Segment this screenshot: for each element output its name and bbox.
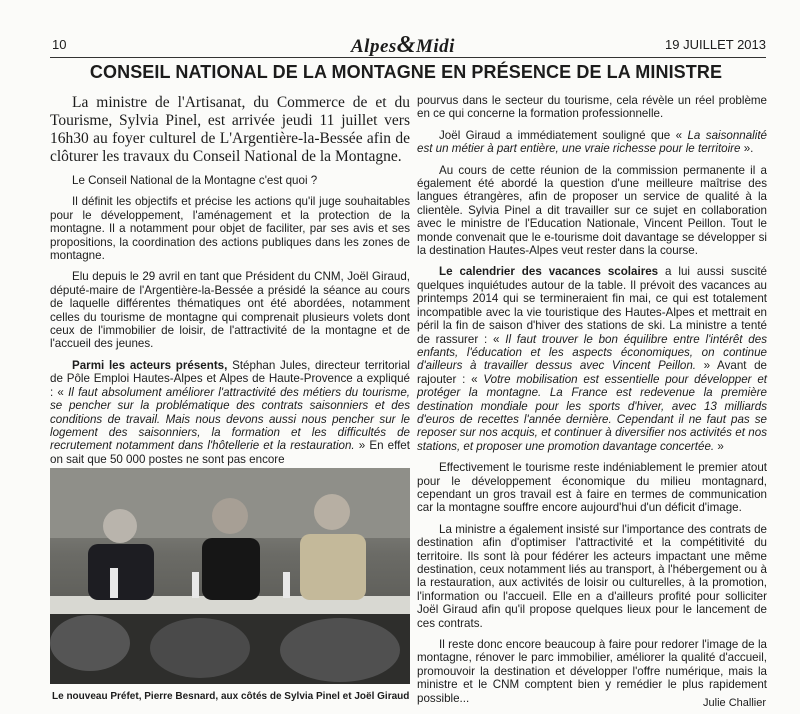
issue-date: 19 JUILLET 2013 — [665, 37, 766, 52]
author-signature: Julie Challier — [703, 697, 766, 709]
newspaper-logo: Alpes&Midi — [351, 32, 455, 58]
page-header — [46, 34, 766, 58]
right-column — [417, 94, 767, 705]
paragraph-calendar: Le calendrier des vacances scolaires a lui aussi suscité quelques inquiétudes autour de la table. Il prévoit des vacances au printemps 2014 qui se termineraient fin mai, ce qui est totalement incompatible avec la vie touristique des Hautes-Alpes et mettrait en péril la fin de saison d'hiver des stations de ski. La ministre a tenté de rassurer : « Il faut trouver le bon équilibre entre l'intérêt des enfants, l'éducation et les aspects économiques, on continue d'ailleurs à travailler dessus avec Vincent Peillon. » Avant de rajouter : « Votre mobilisation est essentielle pour développer et protéger la montagne. La France est redevenue la première destination mondiale pour les sports d'hiver, avec 13 milliards d'euros de recettes l'année dernière. Cependant il ne faut pas se reposer sur nos acquis, et continuer à diversifier nos activités et nos stations, et proposer une promotion davantage concertée. » — [417, 265, 768, 453]
paragraph-giraud: Elu depuis le 29 avril en tant que Président du CNM, Joël Giraud, député-maire de l'Argentière-la-Bessée a présidé la séance au cours de laquelle différentes thématiques ont été abordées, notamment celles du tourisme de montagne qui comprenait plusieurs volets dont ceux de l'immobilier de loisir, de l'attractivité de la montagne et de l'accueil des jeunes. — [50, 270, 410, 351]
paragraph-cnm-role: Il définit les objectifs et précise les actions qu'il juge souhaitables pour le développement, l'aménagement et la protection de la montagne. Il a notamment pour objet de faciliter, par ses avis et ses propositions, la coordination des actions publiques dans les zones de montagne. — [50, 195, 410, 263]
paragraph-seasonality: Joël Giraud a immédiatement souligné que « La saisonnalité est un métier à part entière, une vraie richesse pour le territoire ». — [417, 128, 767, 156]
paragraph-tourism: Effectivement le tourisme reste indéniablement le premier atout pour le développement économique du milieu montagnard, cependant un gros travail est à faire en termes de communication car la montagne souffre encore aujourd'hui d'un déficit d'image. — [417, 461, 767, 515]
page-number: 10 — [52, 37, 67, 52]
article-headline: CONSEIL NATIONAL DE LA MONTAGNE EN PRÉSENCE DE LA MINISTRE — [89, 62, 723, 82]
paragraph-actors: Parmi les acteurs présents, Stéphan Jules, directeur territorial de Pôle Emploi Hautes-Alpes et Alpes de Haute-Provence a expliqué : « Il faut absolument améliorer l'attractivité des métiers du tourisme, se pencher sur la problématique des contrats saisonniers et des conditions de travail. Mais nous devons aussi nous pencher sur le logement des saisonniers, la formation et les difficultés de recrutement notamment dans l'hôtellerie et la restauration. » En effet on sait que 50 000 postes ne sont pas encore — [50, 358, 410, 466]
left-column — [50, 94, 410, 466]
paragraph-contracts: La ministre a également insisté sur l'importance des contrats de destination afin d'optimiser l'attractivité et la compétitivité du territoire. Ils sont là pour fédérer les acteurs impactant une même destination, ceux notamment liés au transport, à l'hébergement ou à la restauration, aux activités de loisir ou culturelles, à la promotion, l'information ou l'accueil. Elle en a d'ailleurs profité pour solliciter Joël Giraud afin qu'il propose quelques lieux pour le lancement de ces contrats. — [417, 522, 767, 630]
article-photo — [50, 468, 410, 684]
article-lead: La ministre de l'Artisanat, du Commerce de et du Tourisme, Sylvia Pinel, est arrivée jeudi 11 juillet vers 16h30 au foyer culturel de L'Argentière-la-Bessée afin de clôturer les travaux du Conseil National de la Montagne. — [50, 94, 410, 165]
paragraph-conclusion: Il reste donc encore beaucoup à faire pour redorer l'image de la montagne, rénover le parc immobilier, améliorer la qualité d'accueil, promouvoir la destination et développer l'offre numérique, mais la ministre et le CNM comptent bien y remédier le plus rapidement possible... — [417, 638, 767, 705]
paragraph-question: Le Conseil National de la Montagne c'est quoi ? — [72, 174, 318, 187]
photo-caption: Le nouveau Préfet, Pierre Besnard, aux côtés de Sylvia Pinel et Joël Giraud — [52, 691, 410, 702]
paragraph-continued: pourvus dans le secteur du tourisme, cela révèle un réel problème en ce qui concerne la formation professionnelle. — [417, 94, 767, 121]
header-rule — [50, 57, 766, 58]
paragraph-languages: Au cours de cette réunion de la commission permanente il a également été abordé la question d'une meilleure maîtrise des langues étrangères, afin de proposer un service de qualité à la clientèle. Sylvia Pinel a dit travailler sur ce sujet en collaboration avec le ministre de l'Education Nationale, Vincent Peillon. Tout le monde convenait que le e-tourisme doit davantage se développer si la destination Hautes-Alpes veut rester dans la course. — [417, 163, 767, 258]
